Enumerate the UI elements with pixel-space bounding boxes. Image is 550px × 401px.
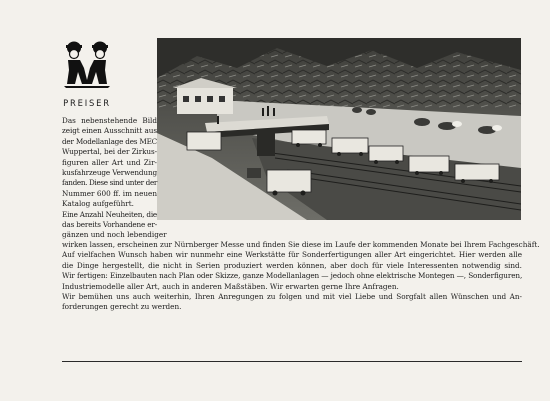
intro-line: gänzen und noch lebendiger xyxy=(62,230,167,240)
body-line: Wir fertigen: Einzelbauten nach Plan oder Skizze, ganze Modellanlagen — jedoch ohne elektrische Montegen —, Sonderfiguren, xyxy=(62,271,523,281)
intro-line: fanden. Diese sind unter der xyxy=(62,178,157,188)
intro-line: Nummer 600 ff. im neuen xyxy=(62,188,157,198)
model-railway-photo xyxy=(157,38,521,220)
body-line: forderungen gerecht zu werden. xyxy=(62,302,182,312)
body-line: wirken lassen, erscheinen zur Nürnberger Messe und finden Sie diese im Laufe der kommenden Monate bei Ihrem Fachgeschäft. xyxy=(62,240,540,249)
intro-line: der Modellanlage des MEC xyxy=(62,136,157,146)
intro-line: kusfahrzeuge Verwendung xyxy=(62,168,157,178)
body-line: Wir bemühen uns auch weiterhin, Ihren Anregungen zu folgen und mit viel Liebe und Sorgfalt allen Wünschen und An- xyxy=(62,292,522,302)
intro-line: Wuppertal, bei der Zirkus- xyxy=(62,147,157,157)
body-paragraph xyxy=(62,240,540,313)
body-line: Industriemodelle aller Art, auch in anderen Maßstäben. Wir erwarten gerne Ihre Anfragen. xyxy=(62,281,399,291)
body-line: die Dinge hergestellt, die nicht in Serien produziert werden können, aber doch für viele Interessenten notwendig sind. xyxy=(62,260,522,270)
brand-name: PREISER xyxy=(63,98,111,108)
intro-line: das bereits Vorhandene er- xyxy=(62,220,157,230)
intro-line: figuren aller Art und Zir- xyxy=(62,157,157,167)
intro-line: Das nebenstehende Bild xyxy=(62,116,157,125)
body-line: Auf vielfachen Wunsch haben wir nunmehr eine Werkstätte für Sonderfertigungen aller Art eingerichtet. Hier werden alle xyxy=(62,250,522,260)
intro-line: zeigt einen Ausschnitt aus xyxy=(62,126,157,136)
bottom-divider xyxy=(62,361,522,362)
intro-line: Katalog aufgeführt. xyxy=(62,199,134,209)
intro-line: Eine Anzahl Neuheiten, die xyxy=(62,209,157,219)
intro-paragraph xyxy=(62,116,167,241)
preiser-logo xyxy=(62,40,112,98)
